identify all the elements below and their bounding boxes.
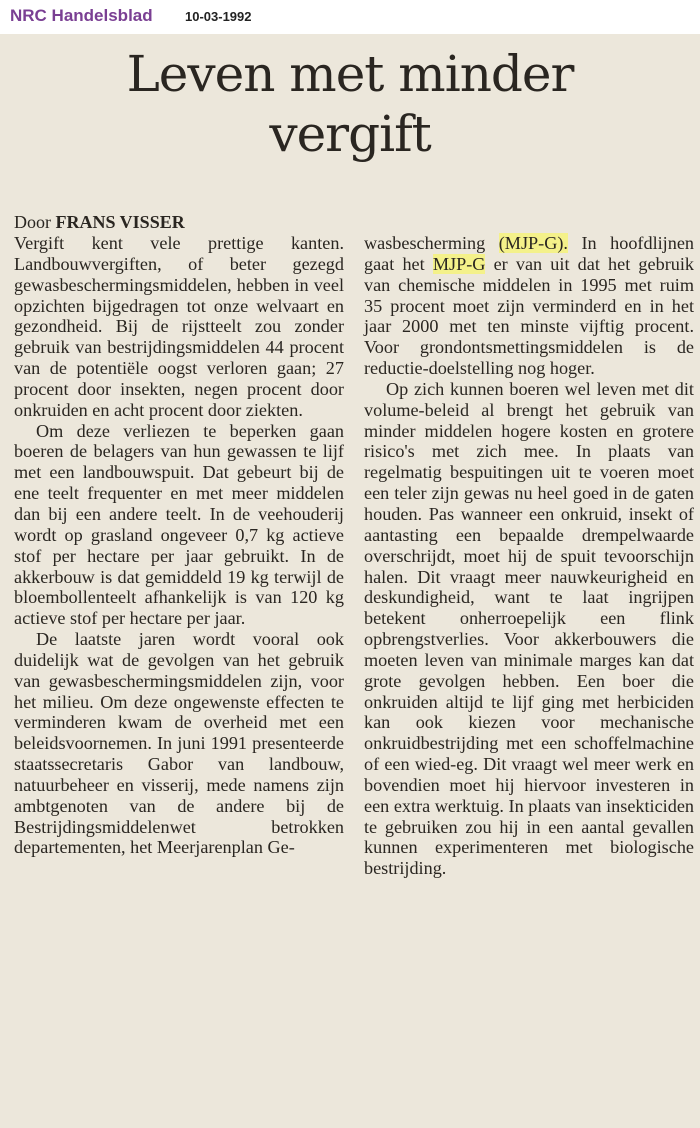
text-run: er van uit dat het gebruik van chemische middelen in 1995 met ruim 35 procent moet zijn verminderd en in het jaar 2000 met ten minste vijftig procent. Voor grondontsmettingsmiddelen is de reductie-doelstelling nog hoger. <box>364 253 694 379</box>
newspaper-name: NRC Handelsblad <box>10 6 153 25</box>
paragraph-continued <box>364 233 694 379</box>
text-run: wasbescherming <box>364 233 499 253</box>
column-right <box>364 233 694 879</box>
byline-prefix: Door <box>14 212 51 232</box>
headline-line-2: vergift <box>269 105 431 163</box>
paragraph: Op zich kunnen boeren wel leven met dit volume-beleid al brengt het gebruik van minder middelen hogere kosten en grotere risico's met zich mee. In plaats van regelmatig bespuitingen uit te voeren moet een teler zijn gewas nu heel goed in de gaten houden. Pas wanneer een onkruid, insekt of aantasting een bepaalde drempelwaarde overschrijdt, moet hij de spuit tevoorschijn halen. Dit vraagt meer nauwkeurigheid en deskundigheid, want te laat ingrijpen betekent onherroepelijk een flink opbrengstverlies. Voor akkerbouwers die moeten leven van minimale marges kan dat grote gevolgen hebben. Een boer die onkruiden altijd te lijf ging met herbiciden kan ook kiezen voor mechanische onkruidbestrijding met een schoffelmachine of een wied-eg. Dit vraagt wel meer werk en bovendien moet hij hiervoor investeren in een extra werktuig. In plaats van insekticiden te gebruiken zou hij in een aantal gevallen kunnen experimenteren met biologische bestrijding. <box>364 378 694 879</box>
column-left <box>14 233 344 858</box>
headline-line-1: Leven met minder <box>126 45 574 103</box>
highlighted-abbreviation: MJP-G <box>432 253 486 274</box>
highlighted-abbreviation: (MJP-G). <box>498 233 568 253</box>
newspaper-clipping <box>0 34 700 1128</box>
publication-date: 10-03-1992 <box>185 9 252 24</box>
paragraph: De laatste jaren wordt vooral ook duidelijk wat de gevolgen van het gebruik van gewasbeschermingsmiddelen zijn, voor het milieu. Om deze ongewenste effecten te verminderen kwam de overheid met een beleidsvoornemen. In juni 1991 presenteerde staatssecretaris Gabor van landbouw, natuurbeheer en visserij, mede namens zijn ambtgenoten van de andere bij de Bestrijdingsmiddelenwet betrokken departementen, het Meerjarenplan Ge- <box>14 629 344 858</box>
text-run: In hoofdlijnen gaat het <box>364 233 694 274</box>
paragraph: Vergift kent vele prettige kanten. Landbouwvergiften, of beter gezegd gewasbeschermingsmiddelen, hebben in veel opzichten bijgedragen tot onze welvaart en gezondheid. Bij de rijstteelt zou zonder gebruik van bestrijdingsmiddelen 44 procent van de potentiële oogst verloren gaan; 27 procent door insekten, negen procent door onkruiden en acht procent door ziekten. <box>14 233 344 420</box>
byline-author: FRANS VISSER <box>55 212 185 232</box>
masthead <box>0 0 700 34</box>
paragraph: Om deze verliezen te beperken gaan boeren de belagers van hun gewassen te lijf met een landbouwspuit. Dat gebeurt bij de ene teelt frequenter en met meer middelen dan bij een andere teelt. In de veehouderij wordt op grasland ongeveer 0,7 kg actieve stof per hectare per jaar gebruikt. In de akkerbouw is dat gemiddeld 19 kg terwijl de bloembollenteelt afhankelijk is van 120 kg actieve stof per hectare per jaar. <box>14 420 344 629</box>
byline <box>14 212 185 233</box>
headline <box>0 44 700 164</box>
